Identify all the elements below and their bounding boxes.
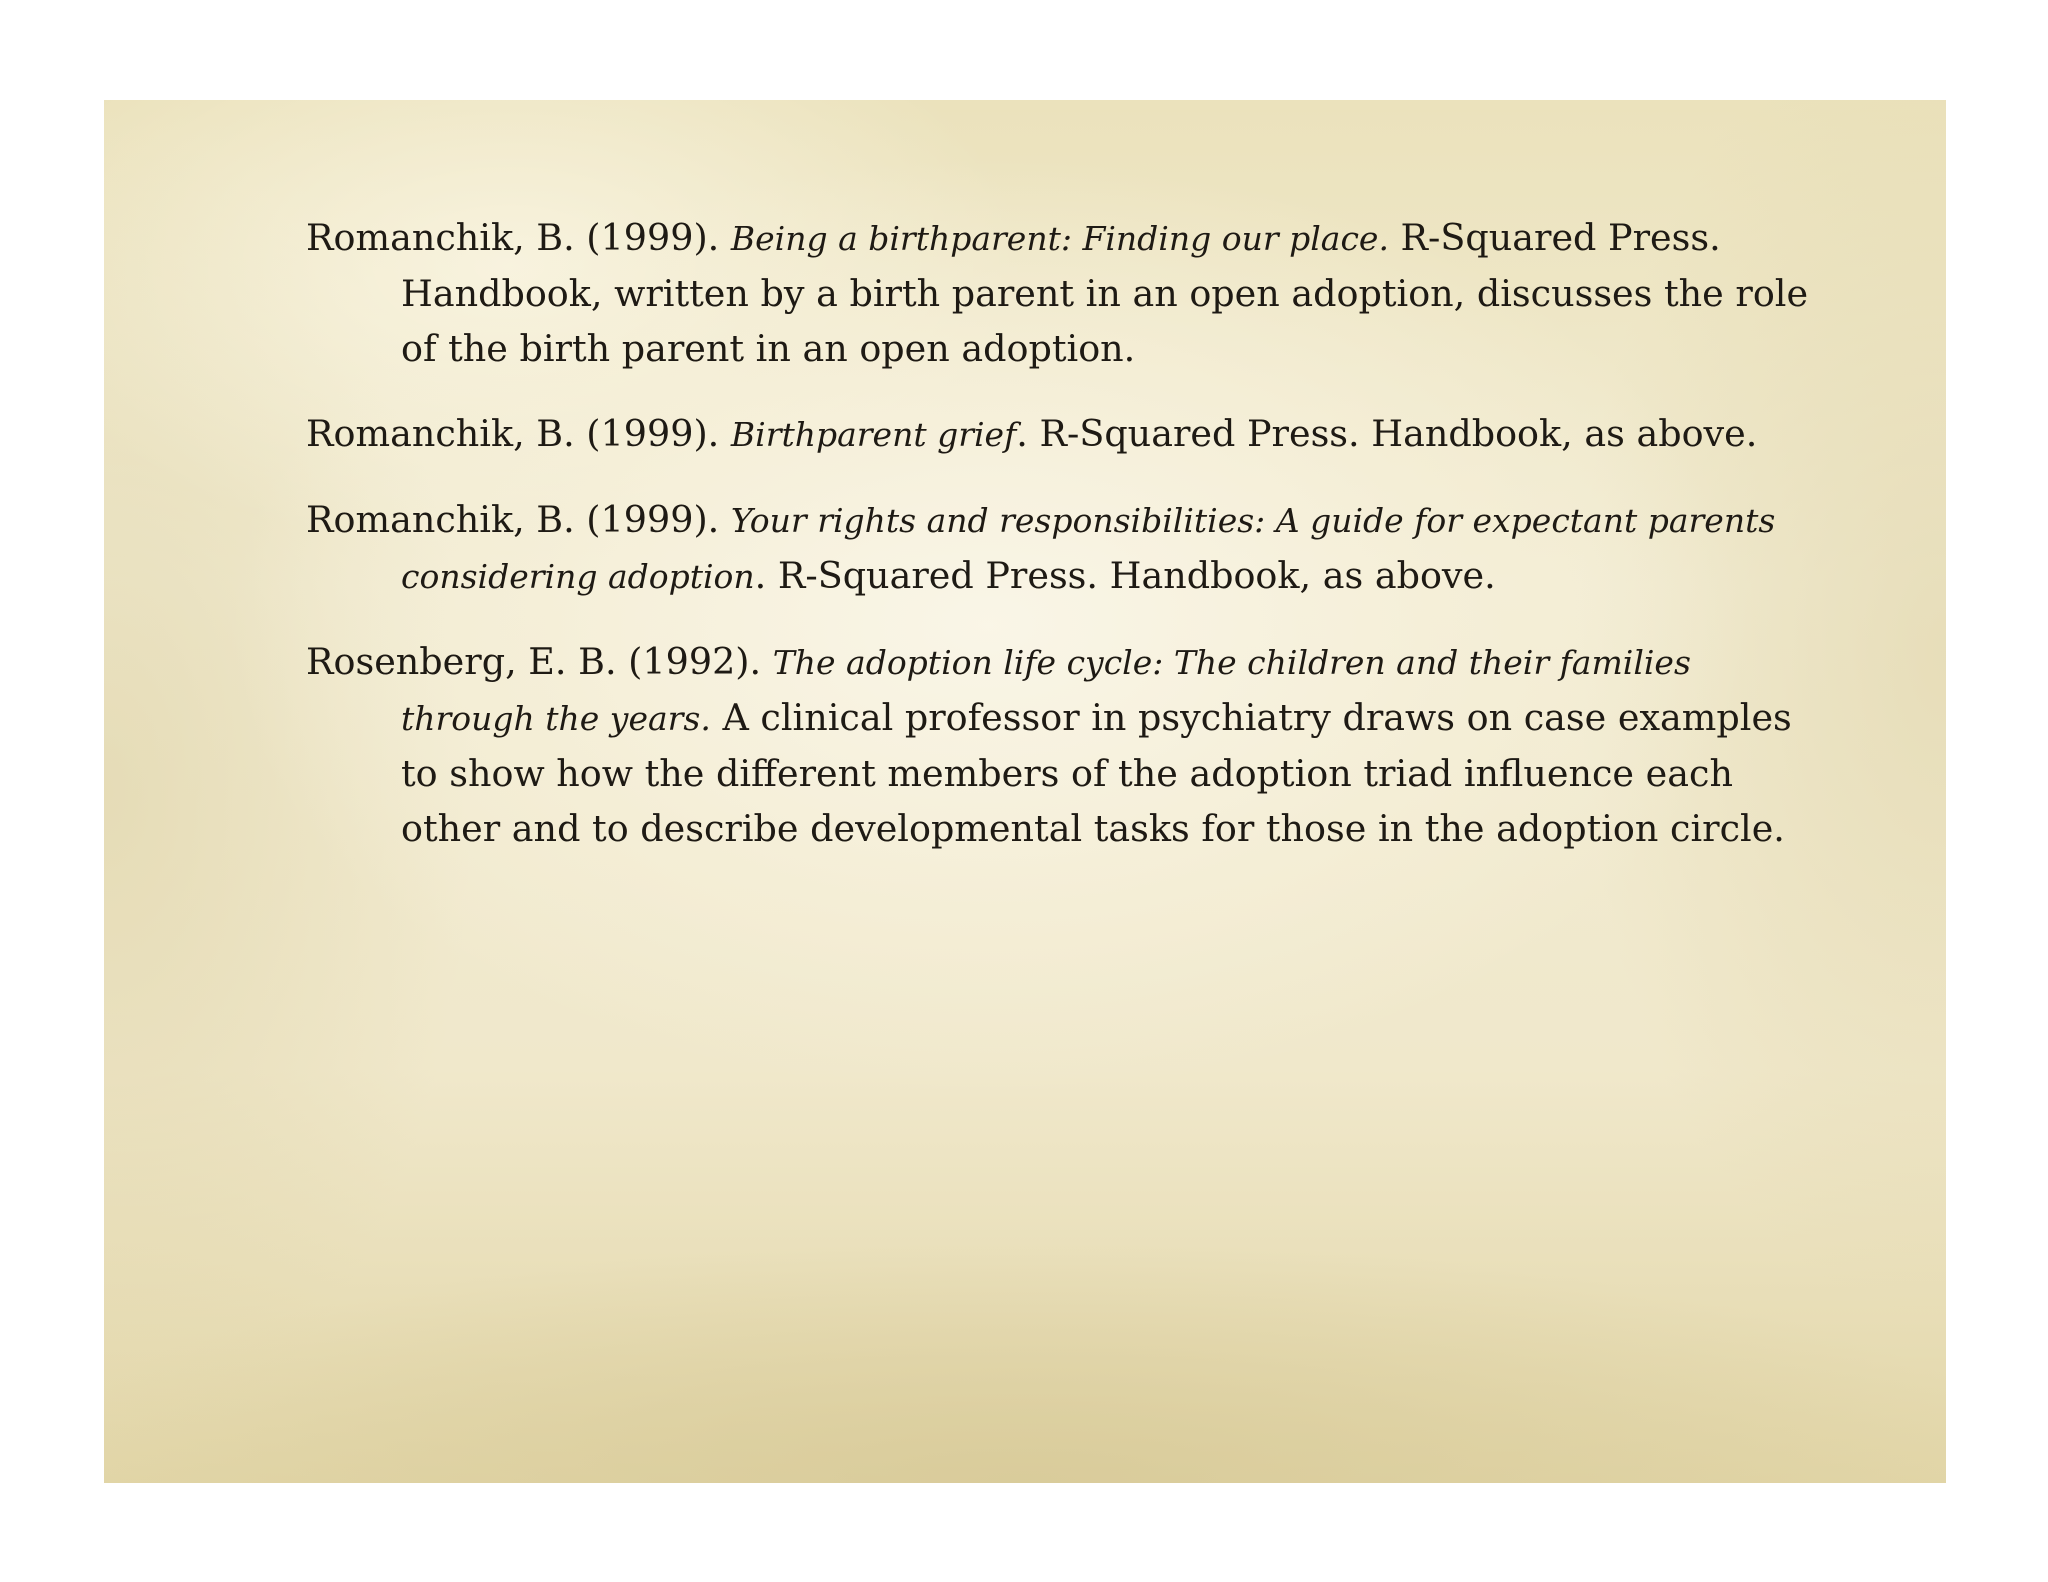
reference-author-year: Romanchik, B. (1999). [306, 216, 731, 259]
reference-title: Birthparent grief [730, 415, 1017, 454]
reference-list [306, 210, 1826, 856]
slide-parchment [104, 100, 1946, 1483]
reference-entry [306, 634, 1826, 856]
reference-entry [306, 210, 1826, 376]
reference-annotation: A clinical professor in psychiatry draws on case examples to show how the different members of the adoption triad influence each other and to describe developmental tasks for those in the adoption circle. [401, 696, 1792, 850]
reference-author-year: Romanchik, B. (1999). [306, 498, 731, 541]
reference-author-year: Romanchik, B. (1999). [306, 412, 731, 455]
reference-title: Your rights and responsibilities: A guide for expectant parents considering adoption [401, 501, 1776, 596]
reference-author-year: Rosenberg, E. B. (1992). [306, 640, 773, 683]
reference-title: Being a birthparent: Finding our place. [730, 219, 1389, 258]
reference-annotation: . R-Squared Press. Handbook, as above. [1016, 412, 1758, 455]
reference-annotation: . R-Squared Press. Handbook, as above. [754, 554, 1496, 597]
reference-annotation: R-Squared Press. Handbook, written by a birth parent in an open adoption, discusses the role of the birth parent in an open adoption. [401, 216, 1809, 370]
reference-entry [306, 492, 1826, 604]
reference-title: The adoption life cycle: The children and their families through the years. [401, 643, 1691, 738]
reference-entry [306, 406, 1826, 462]
